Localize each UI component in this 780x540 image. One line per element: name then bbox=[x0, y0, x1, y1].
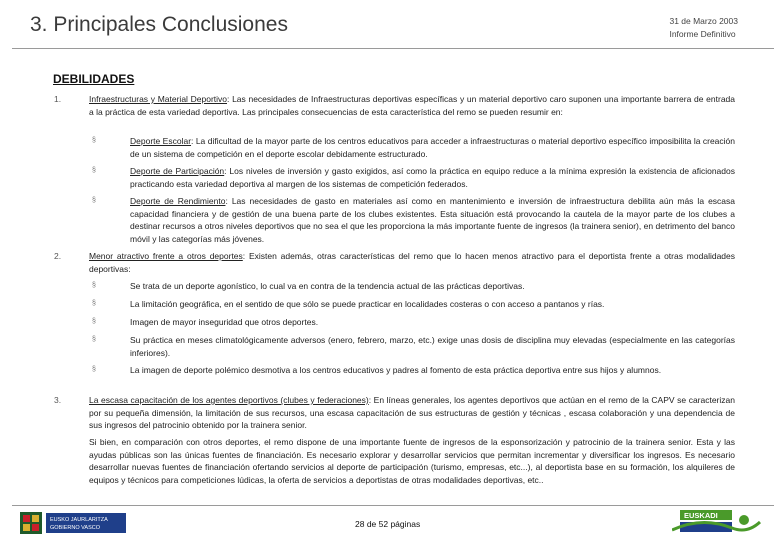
bullet-icon: § bbox=[92, 318, 96, 325]
report-date: 31 de Marzo 2003 bbox=[669, 16, 738, 26]
item-paragraph bbox=[89, 394, 735, 432]
bullet-lead: Deporte Escolar bbox=[130, 136, 192, 146]
bullet-icon: § bbox=[92, 197, 96, 204]
item-title: La escasa capacitación de los agentes deportivos (clubes y federaciones) bbox=[89, 395, 369, 405]
page-header bbox=[12, 12, 774, 49]
bullet-item: Imagen de mayor inseguridad que otros deportes. bbox=[130, 317, 319, 327]
bullet-text: : La dificultad de la mayor parte de los centros educativos para acceder a infraestructuras o material deportivo específico imposibilita la creación de un sistema de competición en el deporte escolar debidamente estructurado. bbox=[130, 136, 736, 159]
page-footer bbox=[12, 505, 774, 539]
bullet-lead: Deporte de Participación bbox=[130, 166, 225, 176]
report-status: Informe Definitivo bbox=[669, 29, 736, 39]
bullet-item: Su práctica en meses climatológicamente adversos (enero, febrero, marzo, etc.) exige unas dosis de disciplina muy elevadas (especialmente en las categorías inferiores). bbox=[130, 335, 735, 358]
logo-right-text: EUSKADI bbox=[684, 511, 718, 520]
item-extra-paragraph: Si bien, en comparación con otros deportes, el remo dispone de una importante fuente de ingresos de la esponsorización y patrocinio de la trainera senior. Esta y las ayudas públicas son las únicas fuentes de financiación. Es necesario explorar y desarrollar servicios que permitan incrementar y diversificar los ingresos. Es necesario desarrollar nuevas fuentes de financiación ofertando servicios al deporte de participación (turismo, empresas, etc...), al deportista base en su formación, los alquileres de equipos y técnicos para competiciones lúdicas, la oferta de servicios a deportistas de otras modalidades deportivas, etc.. bbox=[89, 437, 735, 485]
bullet-icon: § bbox=[92, 300, 96, 307]
bullet-item bbox=[130, 135, 735, 160]
item-number: 3. bbox=[54, 395, 62, 405]
header-meta bbox=[669, 15, 738, 41]
bullet-text: : Las necesidades de gasto en materiales así como en mantenimiento e inversión de infraestructura debilita aún más la escasa capacidad financiera y de gestión de una buena parte de los clubes existentes. Esta situación está provocando la cautela de la mayor parte de los clubes a destinar recursos a otros niveles deportivos que no sea el que les proporciona la más importante fuente de ingresos (la trainera senior), en detrimento del banco móvil y las categorías más jóvenes. bbox=[130, 196, 735, 244]
bullet-icon: § bbox=[92, 366, 96, 373]
item-text: : Las necesidades de Infraestructuras deportivas específicas y un material deportivo caro suponen una importante barrera de entrada a la práctica de esta variedad deportiva. Las principales consecuencias de esta característica del remo se pueden resumir en: bbox=[89, 94, 736, 117]
ball-icon bbox=[739, 515, 749, 525]
bullet-icon: § bbox=[92, 167, 96, 174]
item-number: 2. bbox=[54, 251, 62, 261]
bullet-item bbox=[130, 195, 735, 245]
euskadi-logo bbox=[672, 508, 762, 538]
bullet-item bbox=[130, 165, 735, 190]
item-paragraph bbox=[89, 250, 735, 275]
bullet-item: La imagen de deporte polémico desmotiva a los centros educativos y padres al fomento de esta práctica deportiva entre sus hijos y alumnos. bbox=[130, 365, 662, 375]
bullet-icon: § bbox=[92, 137, 96, 144]
item-title: Infraestructuras y Material Deportivo bbox=[89, 94, 228, 104]
item-title: Menor atractivo frente a otros deportes bbox=[89, 251, 243, 261]
item-paragraph bbox=[89, 93, 735, 118]
bullet-icon: § bbox=[92, 282, 96, 289]
item-text: : Existen además, otras características del remo que lo hacen menos atractivo para el deportista frente a otras modalidades deportivas: bbox=[89, 251, 736, 274]
page-counter: 28 de 52 páginas bbox=[355, 519, 421, 529]
bullet-icon: § bbox=[92, 336, 96, 343]
item-text: : En líneas generales, los agentes deportivos que actúan en el remo de la CAPV se caracterizan por su pequeña dimensión, la limitación de sus recursos, una escasa capacitación de sus estructuras de gestión y técnicas , escasa colaboración y una dependencia de sus ingresos del patrocinio obtenido por la trainera senior. bbox=[89, 395, 735, 430]
bullet-lead: Deporte de Rendimiento bbox=[130, 196, 226, 206]
logo-left-line2: GOBIERNO VASCO bbox=[50, 525, 101, 531]
bullet-item: Se trata de un deporte agonístico, lo cual va en contra de la tendencia actual de las prácticas deportivas. bbox=[130, 281, 525, 291]
logo-left-line1: EUSKO JAURLARITZA bbox=[50, 517, 108, 523]
gobierno-vasco-logo bbox=[20, 512, 130, 534]
section-title: DEBILIDADES bbox=[53, 72, 135, 86]
bullet-item: La limitación geográfica, en el sentido de que sólo se puede practicar en localidades costeras o con acceso a pantanos y rías. bbox=[130, 299, 605, 309]
page-title: 3. Principales Conclusiones bbox=[30, 13, 288, 36]
bullet-text: : Los niveles de inversión y gasto exigidos, así como la práctica en equipo reduce a la mínima expresión la existencia de aficionados practicando esta variedad deportiva al margen de los sistemas de competición federados. bbox=[130, 166, 735, 189]
item-number: 1. bbox=[54, 94, 62, 104]
